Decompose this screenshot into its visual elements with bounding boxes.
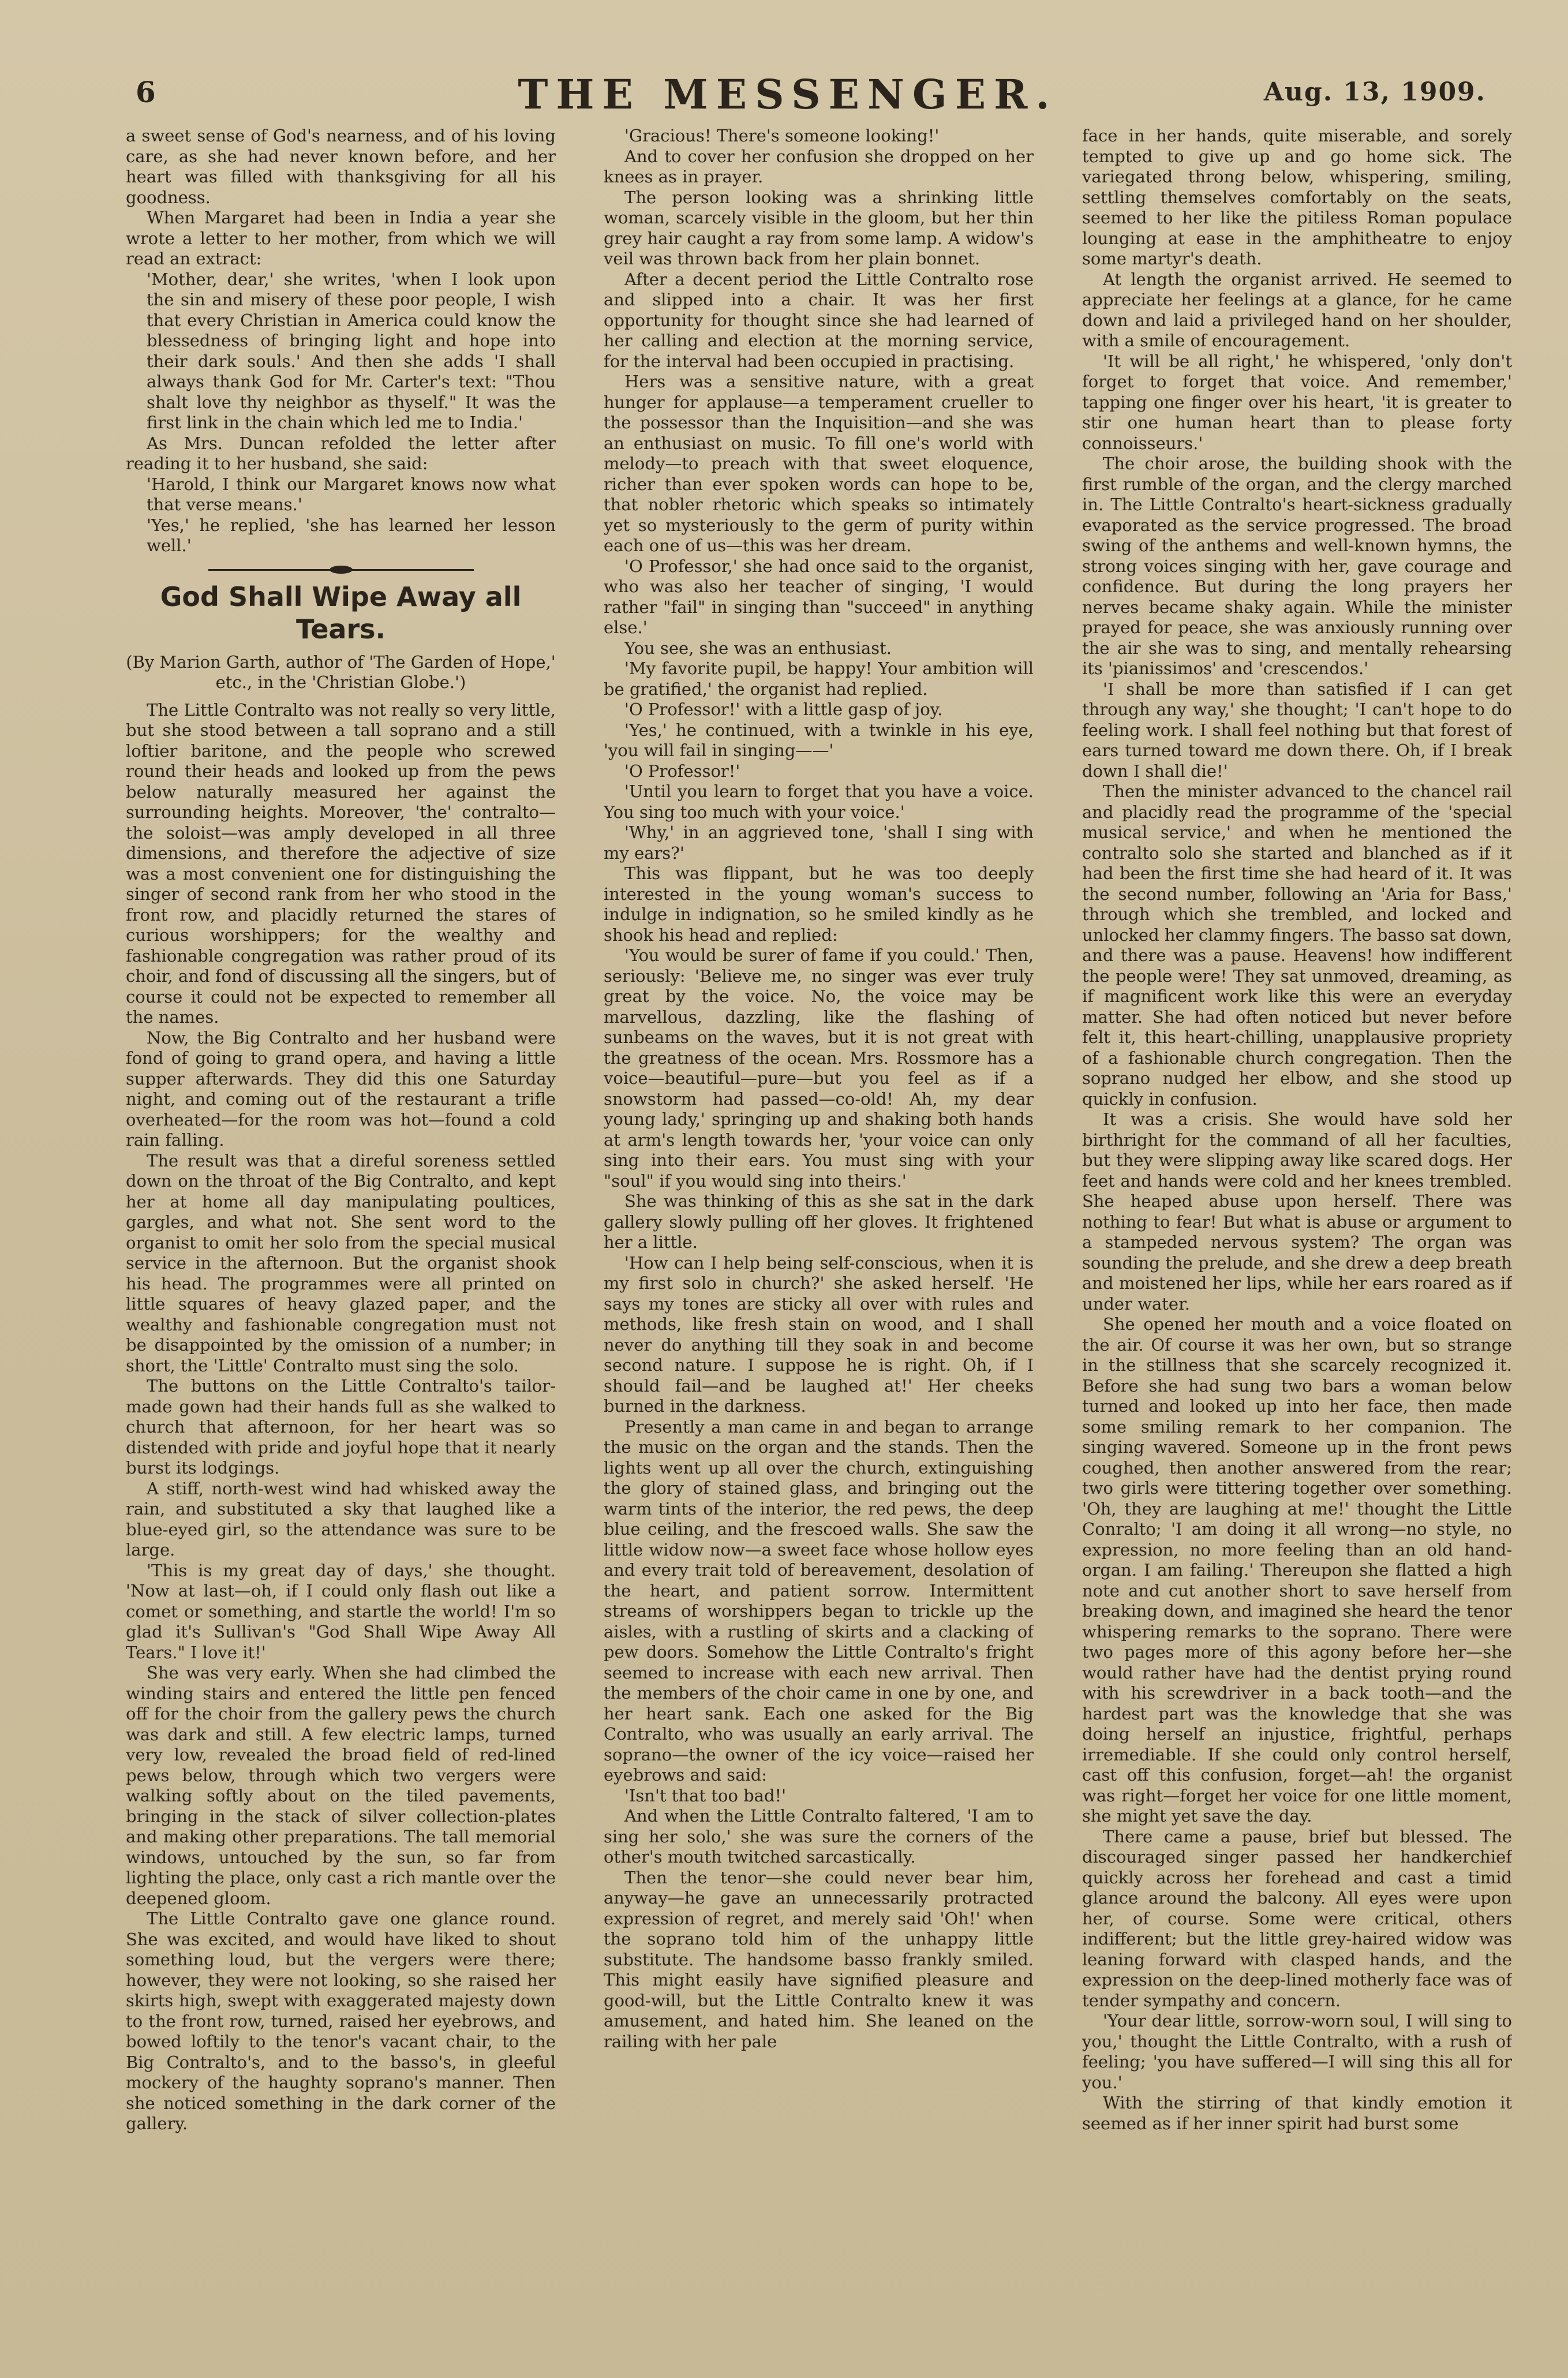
story-byline: (By Marion Garth, author of 'The Garden of Hope,' etc., in the 'Christian Globe.') (126, 652, 556, 692)
paragraph: After a decent period the Little Contralto rose and slipped into a chair. It was her first opportunity for thought since she had learned of her calling and election at the morning service, for the interval had been occupied in practising. (604, 269, 1034, 371)
paragraph: With the stirring of that kindly emotion it seemed as if her inner spirit had burst some (1082, 2093, 1512, 2133)
ornamental-rule (208, 564, 474, 575)
column-1 (126, 126, 556, 2284)
story-title: God Shall Wipe Away all Tears. (160, 581, 522, 645)
paragraph: 'I shall be more than satisfied if I can get through any way,' she thought; 'I can't hope to do feeling work. I shall feel nothing but that forest of ears turned toward me down there. Oh, if I break down I shall die!' (1082, 679, 1512, 781)
paragraph: And to cover her confusion she dropped on her knees as in prayer. (604, 146, 1034, 186)
paragraph: 'It will be all right,' he whispered, 'only don't forget to forget that voice. And remember,' tapping one finger over his heart, 'it is greater to stir one human heart than to please forty connoisseurs.' (1082, 351, 1512, 453)
paragraph: Presently a man came in and began to arrange the music on the organ and the stands. Then the lights went up all over the church, extinguishing the glory of stained glass, and bringing out the warm tints of the interior, the red pews, the deep blue ceiling, and the frescoed walls. She saw the little widow now—a sweet face whose hollow eyes and every trait told of bereavement, desolation of the heart, and patient sorrow. Intermittent streams of worshippers began to trickle up the aisles, with a rustling of skirts and a clacking of pew doors. Somehow the Little Contralto's fright seemed to increase with each new arrival. Then the members of the choir came in one by one, and her heart sank. Each one asked for the Big Contralto, who was usually an early arrival. The soprano—the owner of the icy voice—raised her eyebrows and said: (604, 1416, 1034, 1785)
paragraph: The person looking was a shrinking little woman, scarcely visible in the gloom, but her thin grey hair caught a ray from some lamp. A widow's veil was thrown back from her plain bonnet. (604, 187, 1034, 268)
column-2 (604, 126, 1034, 2284)
paragraph: 'Isn't that too bad!' (624, 1785, 787, 1805)
paragraph: It was a crisis. She would have sold her birthright for the command of all her faculties, but they were slipping away like scared dogs. Her feet and hands were cold and her knees trembled. She heaped abuse upon herself. There was nothing to fear! But what is abuse or argument to a stampeded nervous system? The organ was sounding the prelude, and she drew a deep breath and moistened her lips, while her ears roared as if under water. (1082, 1109, 1512, 1314)
paragraph: The result was that a direful soreness settled down on the throat of the Big Contralto, and kept her at home all day manipulating poultices, gargles, and what not. She sent word to the organist to omit her solo from the special musical service in the afternoon. But the organist shook his head. The programmes were all printed on little squares of heavy glazed paper, and the wealthy and fashionable congregation must not be disappointed by the omission of a number; in short, the 'Little' Contralto must sing the solo. (126, 1150, 556, 1375)
paragraph: 'Yes,' he continued, with a twinkle in his eye, 'you will fail in singing——' (604, 720, 1034, 760)
paragraph: a sweet sense of God's nearness, and of his loving care, as she had never known before, and her heart was filled with thanksgiving for all his goodness. (126, 126, 556, 207)
paragraph: 'O Professor!' (624, 761, 740, 781)
paragraph: 'Mother, dear,' she writes, 'when I look upon the sin and misery of these poor people, I wish that every Christian in America could know the blessedness of bringing light and hope into their dark souls.' And then she adds 'I shall always thank God for Mr. Carter's text: "Thou shalt love thy neighbor as thyself." It was the first link in the chain which led me to India.' (147, 269, 556, 432)
paragraph: 'Gracious! There's someone looking!' (624, 126, 940, 145)
paragraph: She opened her mouth and a voice floated on the air. Of course it was her own, but so strange in the stillness that she scarcely recognized it. Before she had sung two bars a woman below turned and looked up into her face, then made some smiling remark to her companion. The singing wavered. Someone up in the front pews coughed, then another answered from the rear; two girls were tittering together over something. 'Oh, they are laughing at me!' thought the Little Conralto; 'I am doing it all wrong—no style, no expression, no more feeling than an old hand-organ. I am failing.' Thereupon she flatted a high note and cut another short to save herself from breaking down, and imagined she heard the tenor whispering remarks to the soprano. There were two pages more of this agony before her—she would rather have had the dentist prying round with his screwdriver in a back tooth—and the hardest part was the knowledge that she was doing herself an injustice, frightful, perhaps irremediable. If she could only control herself, cast off this confusion, forget—ah! the organist was right—forget her voice for one little moment, she might yet save the day. (1082, 1314, 1512, 1826)
paragraph: She was thinking of this as she sat in the dark gallery slowly pulling off her gloves. It frightened her a little. (604, 1191, 1034, 1252)
paragraph: The buttons on the Little Contralto's tailor-made gown had their hands full as she walked to church that afternoon, for her heart was so distended with pride and joyful hope that it nearly burst its lodgings. (126, 1376, 556, 1478)
page-number: 6 (136, 75, 156, 109)
paragraph: The Little Contralto gave one glance round. She was excited, and would have liked to shout something loud, but the vergers were there; however, they were not looking, so she raised her skirts high, swept with exaggerated majesty down to the front row, turned, raised her eyebrows, and bowed loftily to the tenor's vacant chair, to the Big Contralto's, and to the basso's, in gleeful mockery of the haughty soprano's manner. Then she noticed something in the dark corner of the gallery. (126, 1909, 556, 2133)
paragraph: And when the Little Contralto faltered, 'I am to sing her solo,' she was sure the corners of the other's mouth twitched sarcastically. (604, 1806, 1034, 1867)
paragraph: 'My favorite pupil, be happy! Your ambition will be gratified,' the organist had replied. (604, 659, 1034, 699)
paragraph: A stiff, north-west wind had whisked away the rain, and substituted a sky that laughed like a blue-eyed girl, so the attendance was sure to be large. (126, 1478, 556, 1560)
paragraph: She was very early. When she had climbed the winding stairs and entered the little pen fenced off for the choir from the gallery pews the church was dark and still. A few electric lamps, turned very low, revealed the broad field of red-lined pews below, through which two vergers were walking softly about on the tiled pavements, bringing in the stack of silver collection-plates and making other preparations. The tall memorial windows, untouched by the sun, so far from lighting the place, only cast a rich mantle over the deepened gloom. (126, 1663, 556, 1908)
paragraph: Then the tenor—she could never bear him, anyway—he gave an unnecessarily protracted expression of regret, and merely said 'Oh!' when the soprano told him of the unhappy little substitute. The handsome basso frankly smiled. This might easily have signified pleasure and good-will, but the Little Contralto knew it was amusement, and hated him. She leaned on the railing with her pale (604, 1867, 1034, 2051)
paragraph: At length the organist arrived. He seemed to appreciate her feelings at a glance, for he came down and laid a privileged hand on her shoulder, with a smile of encouragement. (1082, 269, 1512, 350)
paragraph: The Little Contralto was not really so very little, but she stood between a tall soprano and a still loftier baritone, and the people who screwed round their heads and looked up from the pews below naturally measured her against the surrounding heights. Moreover, 'the' contralto—the soloist—was amply developed in all three dimensions, and therefore the adjective of size was a most convenient one for distinguishing the singer of second rank from her who stood in the front row, and placidly returned the stares of curious worshippers; for the wealthy and fashionable congregation was rather proud of its choir, and fond of discussing all the singers, but of course it could not be expected to remember all the names. (126, 700, 556, 1027)
paragraph: 'Why,' in an aggrieved tone, 'shall I sing with my ears?' (604, 822, 1034, 863)
paragraph: As Mrs. Duncan refolded the letter after reading it to her husband, she said: (126, 433, 556, 473)
paragraph: 'O Professor!' with a little gasp of joy. (624, 700, 943, 719)
paragraph: You see, she was an enthusiast. (624, 638, 892, 658)
paragraph: 'This is my great day of days,' she thought. 'Now at last—oh, if I could only flash out like a comet or something, and startle the world! I'm so glad it's Sullivan's "God Shall Wipe Away All Tears." I love it!' (126, 1560, 556, 1662)
paragraph: The choir arose, the building shook with the first rumble of the organ, and the clergy marched in. The Little Contralto's heart-sickness gradually evaporated as the service progressed. The broad swing of the anthems and well-known hymns, the strong voices singing with her, gave courage and confidence. But during the long prayers her nerves became shaky again. While the minister prayed for peace, she was anxiously running over the air she was to sing, and mentally rehearsing its 'pianissimos' and 'crescendos.' (1082, 454, 1512, 678)
paragraph: 'How can I help being self-conscious, when it is my first solo in church?' she asked herself. 'He says my tones are sticky all over with rules and methods, like fresh stain on wood, and I shall never do anything till they soak in and become second nature. I suppose he is right. Oh, if I should fail—and be laughed at!' Her cheeks burned in the darkness. (604, 1252, 1034, 1416)
paragraph: 'Your dear little, sorrow-worn soul, I will sing to you,' thought the Little Contralto, with a rush of feeling; 'you have suffered—I will sing this all for you.' (1082, 2011, 1512, 2092)
paragraph: There came a pause, brief but blessed. The discouraged singer passed her handkerchief quickly across her forehead and cast a timid glance around the balcony. All eyes were upon her, of course. Some were critical, others indifferent; but the little grey-haired widow was leaning forward with clasped hands, and the expression on the deep-lined motherly face was of tender sympathy and concern. (1082, 1826, 1512, 2010)
paragraph: 'Until you learn to forget that you have a voice. You sing too much with your voice.' (604, 782, 1034, 822)
page-header (136, 68, 1486, 118)
issue-date: Aug. 13, 1909. (1263, 77, 1486, 107)
masthead-title: THE MESSENGER. (518, 70, 1058, 118)
paragraph: When Margaret had been in India a year she wrote a letter to her mother, from which we will read an extract: (126, 208, 556, 268)
column-3 (1082, 126, 1512, 2284)
paragraph: 'O Professor,' she had once said to the organist, who was also her teacher of singing, 'I would rather "fail" in singing than "succeed" in anything else.' (604, 556, 1034, 637)
paragraph: 'Harold, I think our Margaret knows now what that verse means.' (147, 474, 556, 514)
paragraph: Now, the Big Contralto and her husband were fond of going to grand opera, and having a little supper afterwards. They did this one Saturday night, and coming out of the restaurant a trifle overheated—for the room was hot—found a cold rain falling. (126, 1027, 556, 1150)
paragraph: Hers was a sensitive nature, with a great hunger for applause—a temperament crueller to the possessor than the Inquisition—and she was an enthusiast on music. To fill one's world with melody—to preach with that sweet eloquence, richer than ever spoken words can hope to be, that nobler rhetoric which speaks so intimately yet so mysteriously to the germ of purity within each one of us—this was her dream. (604, 372, 1034, 555)
paragraph: 'You would be surer of fame if you could.' Then, seriously: 'Believe me, no singer was ever truly great by the voice. No, the voice may be marvellous, dazzling, like the flashing of sunbeams on the waves, but it is not great with the greatness of the ocean. Mrs. Rossmore has a voice—beautiful—pure—but you feel as if a snowstorm had passed—co-old! Ah, my dear young lady,' springing up and shaking both hands at arm's length towards her, 'your voice can only sing into their ears. You must sing with your "soul" if you would sing into theirs.' (604, 945, 1034, 1191)
paragraph: Then the minister advanced to the chancel rail and placidly read the programme of the 'special musical service,' and when he mentioned the contralto solo she started and blanched as if it had been the first time she had heard of it. It was the second number, following an 'Aria for Bass,' through which she trembled, and locked and unlocked her clammy fingers. The basso sat down, and there was a pause. Heavens! how indifferent the people were! They sat unmoved, dreaming, as if magnificent work like this were an everyday matter. She had often noticed but never before felt it, this heart-chilling, unapplausive propriety of a fashionable church congregation. Then the soprano nudged her elbow, and she stood up quickly in confusion. (1082, 782, 1512, 1109)
paragraph: face in her hands, quite miserable, and sorely tempted to give up and go home sick. The variegated throng below, whispering, smiling, settling themselves comfortably on the seats, seemed to her like the pitiless Roman populace lounging at ease in the amphitheatre to enjoy some martyr's death. (1082, 126, 1512, 268)
paragraph: 'Yes,' he replied, 'she has learned her lesson well.' (147, 515, 556, 555)
paragraph: This was flippant, but he was too deeply interested in the young woman's success to indulge in indignation, so he smiled kindly as he shook his head and replied: (604, 863, 1034, 945)
